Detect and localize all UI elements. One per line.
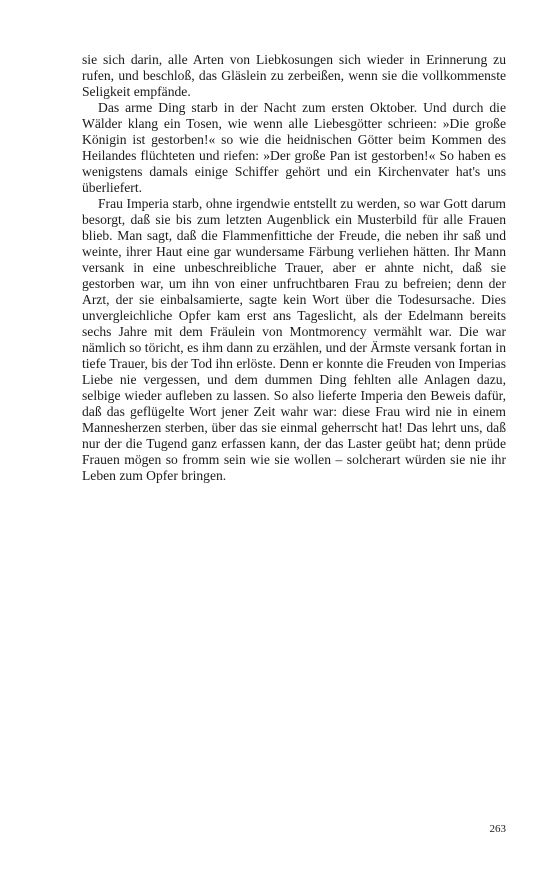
- page-number: 263: [489, 823, 506, 835]
- page-body: [82, 52, 506, 484]
- paragraph-imperia: Frau Imperia starb, ohne irgendwie entstellt zu werden, so war Gott darum besorgt, daß sie bis zum letzten Augenblick ein Musterbild für alle Frauen blieb. Man sagt, daß die Flammenfittiche der Freude, die neben ihr saß und weinte, ihrer Haut eine gar wundersame Färbung verliehen hätten. Ihr Mann versank in eine unbeschreibliche Trauer, aber er ahnte nicht, daß sie gestorben war, um ihn von einer unfruchtbaren Frau zu befreien; denn der Arzt, der sie einbalsamierte, sagte kein Wort über die Todesursache. Dies unvergleichliche Opfer kam erst ans Tageslicht, als der Edelmann bereits sechs Jahre mit dem Fräulein von Montmorency vermählt war. Die war nämlich so töricht, es ihm dann zu erzählen, und der Ärmste versank fortan in tiefe Trauer, bis der Tod ihn erlöste. Denn er konnte die Freuden von Imperias Liebe nie vergessen, und dem dummen Ding fehlten alle Anlagen dazu, selbige wieder aufleben zu lassen. So also lieferte Imperia den Beweis dafür, daß das geflügelte Wort jener Zeit wahr war: diese Frau wird nie in einem Mannesherzen sterben, über das sie einmal geherrscht hat! Das lehrt uns, daß nur der die Tugend ganz erfassen kann, der das Laster geübt hat; denn prüde Frauen mögen so fromm sein wie sie wollen – solcherart würden sie nie ihr Leben zum Opfer bringen.: [82, 196, 506, 483]
- paragraph-death: Das arme Ding starb in der Nacht zum ersten Oktober. Und durch die Wälder klang ein Tosen, wie wenn alle Liebesgötter schrieen: »Die große Königin ist gestorben!« so wie die heidnischen Götter beim Kommen des Heilandes flüchteten und riefen: »Der große Pan ist gestorben!« So haben es wenigstens damals einige Schiffer gehört und ein Kirchenvater hat's uns überliefert.: [82, 100, 506, 195]
- paragraph-continuation: sie sich darin, alle Arten von Liebkosungen sich wieder in Erinnerung zu rufen, und beschloß, das Gläslein zu zerbeißen, wenn sie die vollkommenste Seligkeit empfände.: [82, 52, 506, 99]
